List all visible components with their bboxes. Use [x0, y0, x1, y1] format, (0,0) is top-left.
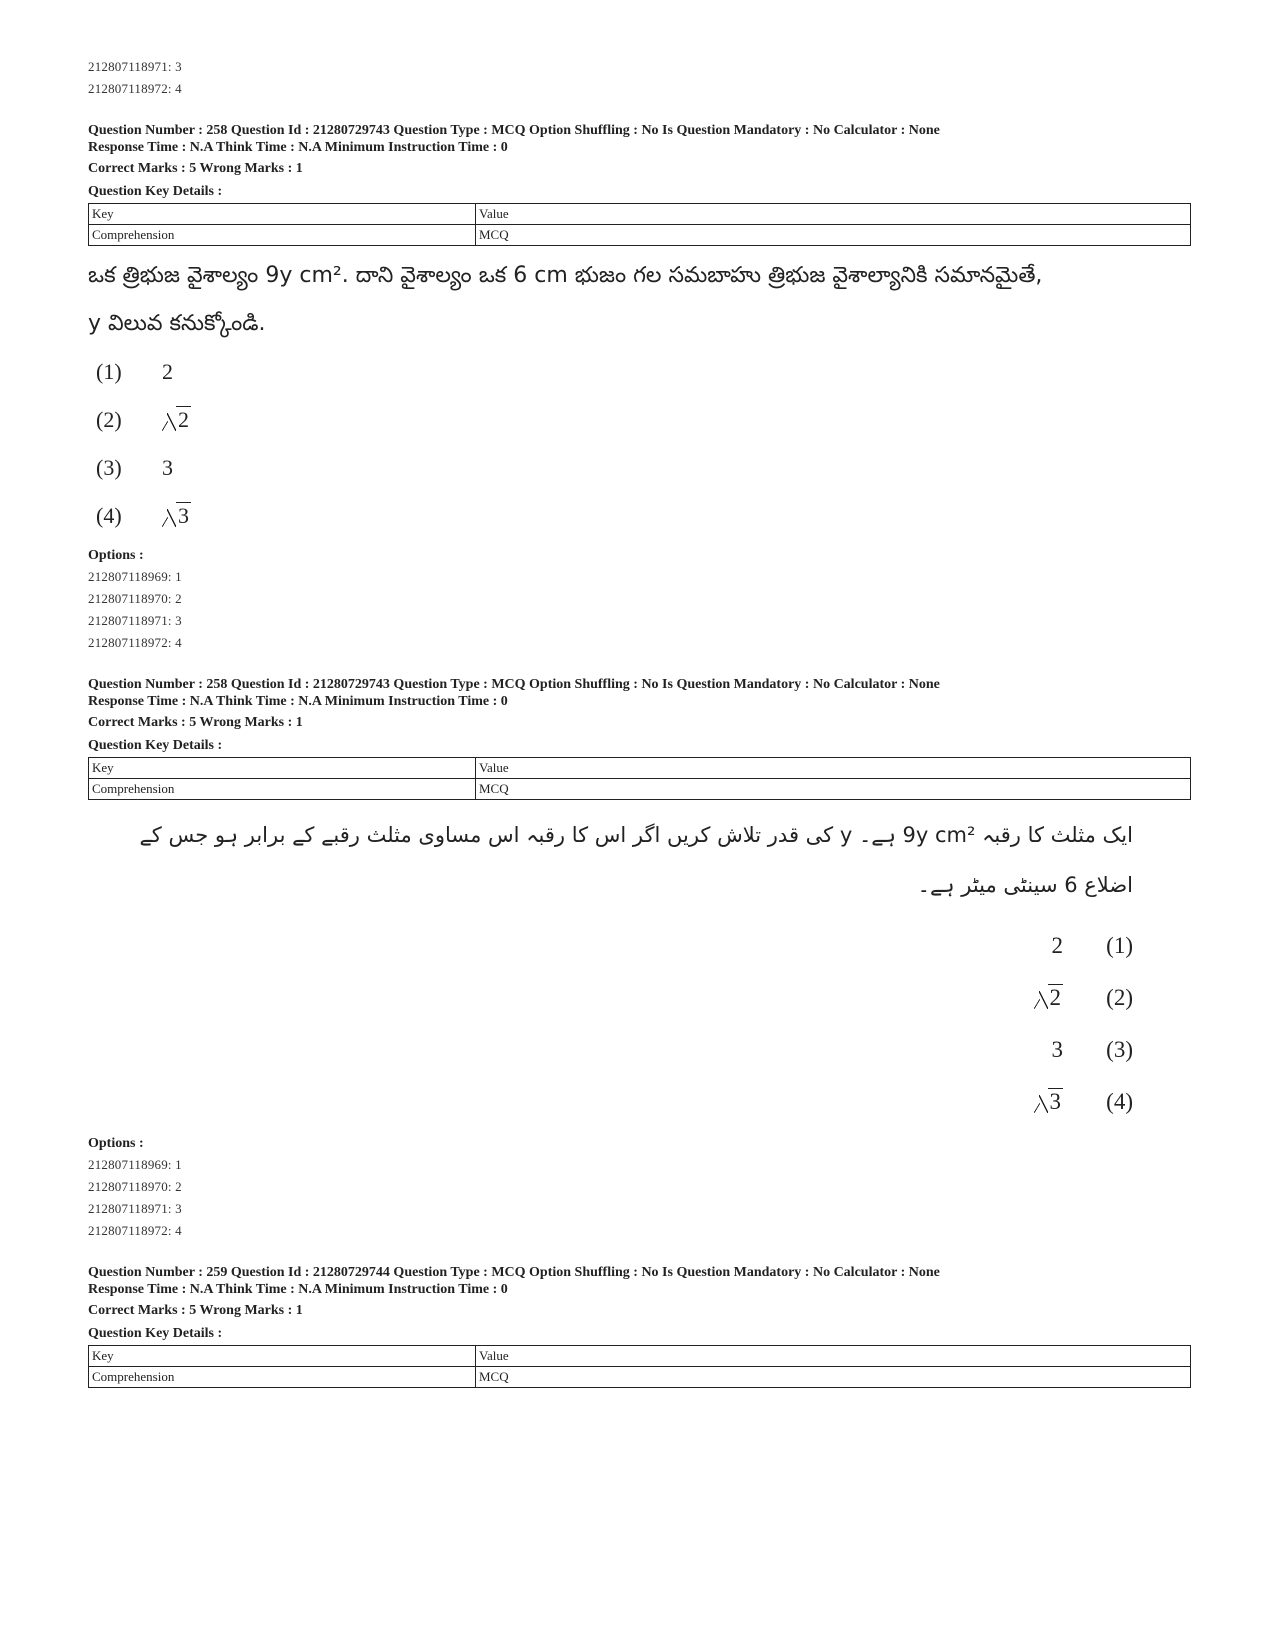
- question-meta-line2: Response Time : N.A Think Time : N.A Minimum Instruction Time : 0: [88, 1282, 508, 1297]
- option-number: (2): [96, 407, 122, 432]
- table-row: [89, 225, 1191, 246]
- document-page: [88, 56, 1188, 1388]
- option-value: 2: [1049, 985, 1061, 1010]
- key-details-table: [88, 757, 1191, 800]
- key-details-table: [88, 1345, 1191, 1388]
- option-number: (4): [96, 503, 122, 528]
- option-number: (1): [96, 359, 122, 384]
- answer-option: [88, 348, 1188, 396]
- answer-options: [88, 348, 1188, 540]
- table-cell-value: MCQ: [476, 779, 1191, 800]
- answer-option: [88, 396, 1188, 444]
- question-block-259: [88, 1264, 1188, 1388]
- option-number: (3): [1106, 1037, 1133, 1062]
- question-meta-line1: Question Number : 259 Question Id : 21280729744 Question Type : MCQ Option Shuffling : No Is Question Mandatory : No Calculator : None: [88, 1265, 940, 1280]
- key-details-label: Question Key Details :: [88, 184, 223, 199]
- option-id: 212807118971: 3: [88, 613, 182, 628]
- option-value: 3: [1049, 1089, 1061, 1114]
- question-text-line2: y విలువ కనుక్కోండి.: [88, 311, 266, 336]
- question-block-telugu: [88, 122, 1188, 654]
- option-value: 3: [178, 503, 189, 528]
- option-value: 2: [178, 407, 189, 432]
- answer-option: [88, 492, 1188, 540]
- table-row: [89, 1367, 1191, 1388]
- option-id: 212807118971: 3: [88, 1201, 182, 1216]
- option-id: 212807118972: 4: [88, 635, 182, 650]
- option-id: 212807118970: 2: [88, 591, 182, 606]
- answer-option: [88, 1076, 1133, 1128]
- table-header-value: Value: [476, 204, 1191, 225]
- option-number: (4): [1106, 1089, 1133, 1114]
- top-option-ids: [88, 56, 1188, 100]
- sqrt-symbol: [1034, 1089, 1064, 1115]
- key-details-label: Question Key Details :: [88, 738, 223, 753]
- sqrt-symbol: [162, 407, 191, 433]
- question-text: [88, 252, 1188, 348]
- question-meta: [88, 1264, 1188, 1319]
- answer-options: [88, 920, 1188, 1128]
- table-header-key: Key: [89, 758, 476, 779]
- option-value: 3: [162, 455, 173, 480]
- option-value: 2: [162, 359, 173, 384]
- option-id: 212807118969: 1: [88, 569, 182, 584]
- option-number: (1): [1106, 933, 1133, 958]
- table-header-key: Key: [89, 204, 476, 225]
- key-details-table: [88, 203, 1191, 246]
- option-ids: [88, 1154, 1188, 1242]
- table-cell-value: MCQ: [476, 225, 1191, 246]
- answer-option: [88, 920, 1133, 972]
- option-id: 212807118971: 3: [88, 59, 182, 74]
- option-value: 3: [1051, 1037, 1063, 1062]
- option-id: 212807118972: 4: [88, 1223, 182, 1238]
- question-meta-line1: Question Number : 258 Question Id : 21280729743 Question Type : MCQ Option Shuffling : No Is Question Mandatory : No Calculator : None: [88, 123, 940, 138]
- marks-line: Correct Marks : 5 Wrong Marks : 1: [88, 715, 303, 730]
- question-meta-line1: Question Number : 258 Question Id : 21280729743 Question Type : MCQ Option Shuffling : No Is Question Mandatory : No Calculator : None: [88, 677, 940, 692]
- marks-line: Correct Marks : 5 Wrong Marks : 1: [88, 161, 303, 176]
- marks-line: Correct Marks : 5 Wrong Marks : 1: [88, 1303, 303, 1318]
- table-row: [89, 758, 1191, 779]
- option-id: 212807118970: 2: [88, 1179, 182, 1194]
- sqrt-symbol: [1034, 985, 1064, 1011]
- question-meta: [88, 676, 1188, 731]
- option-id: 212807118972: 4: [88, 81, 182, 96]
- option-value-wrap: [1023, 985, 1063, 1011]
- sqrt-symbol: [162, 503, 191, 529]
- question-text-line1: ఒక త్రిభుజ వైశాల్యం 9y cm². దాని వైశాల్యం ఒక 6 cm భుజం గల సమబాహు త్రిభుజ వైశాల్యానికి సమానమైతే,: [88, 263, 1043, 288]
- table-header-key: Key: [89, 1346, 476, 1367]
- option-value: 2: [1051, 933, 1063, 958]
- option-id: 212807118969: 1: [88, 1157, 182, 1172]
- table-cell-key: Comprehension: [89, 225, 476, 246]
- table-cell-key: Comprehension: [89, 779, 476, 800]
- options-label: Options :: [88, 1136, 144, 1151]
- table-row: [89, 779, 1191, 800]
- key-details-label: Question Key Details :: [88, 1326, 223, 1341]
- option-value-wrap: [1023, 1089, 1063, 1115]
- question-block-urdu: [88, 676, 1188, 1242]
- table-cell-key: Comprehension: [89, 1367, 476, 1388]
- answer-option: [88, 1024, 1133, 1076]
- question-text: ایک مثلث کا رقبہ 9y cm² ہے۔ y کی قدر تلاش کریں اگر اس کا رقبہ اس مساوی مثلث رقبے کے برابر ہو جس کے اضلاع 6 سینٹی میٹر ہے۔: [139, 823, 1133, 897]
- answer-option: [88, 972, 1133, 1024]
- question-meta: [88, 122, 1188, 177]
- table-row: [89, 204, 1191, 225]
- table-row: [89, 1346, 1191, 1367]
- option-ids: [88, 566, 1188, 654]
- option-number: (2): [1106, 985, 1133, 1010]
- question-meta-line2: Response Time : N.A Think Time : N.A Minimum Instruction Time : 0: [88, 140, 508, 155]
- answer-option: [88, 444, 1188, 492]
- option-number: (3): [96, 455, 122, 480]
- options-label: Options :: [88, 548, 144, 563]
- table-header-value: Value: [476, 758, 1191, 779]
- table-cell-value: MCQ: [476, 1367, 1191, 1388]
- question-meta-line2: Response Time : N.A Think Time : N.A Minimum Instruction Time : 0: [88, 694, 508, 709]
- table-header-value: Value: [476, 1346, 1191, 1367]
